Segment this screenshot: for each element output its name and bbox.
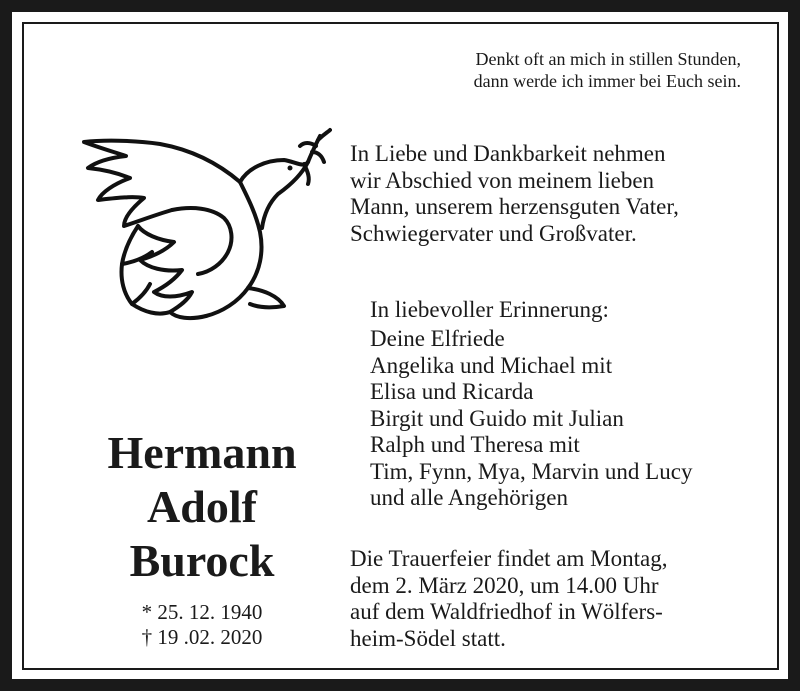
intro-line: wir Abschied von meinem lieben [350, 167, 655, 193]
birth-date: * 25. 12. 1940 [141, 600, 263, 624]
quote-line: Denkt oft an mich in stillen Stunden, [475, 49, 741, 69]
mourner-line: Ralph und Theresa mit [370, 432, 580, 457]
service-line: auf dem Waldfriedhof in Wölfers- [350, 599, 663, 624]
funeral-service-info [350, 546, 667, 652]
last-name: Burock [129, 535, 275, 586]
mourner-line: Tim, Fynn, Mya, Marvin und Lucy [370, 458, 693, 484]
deceased-name [82, 426, 322, 588]
intro-line: Mann, unserem herzensguten Vater, [350, 194, 679, 219]
dove-with-olive-branch-icon [72, 122, 332, 332]
mourner-line: und alle Angehörigen [370, 485, 569, 510]
memorial-quote [341, 48, 741, 92]
service-line: Die Trauerfeier findet am Montag, [350, 546, 668, 571]
intro-line: Schwiegervater und Großvater. [350, 220, 637, 246]
memory-heading: In liebevoller Erinnerung: [370, 297, 609, 322]
first-name: Hermann [107, 427, 297, 478]
middle-name: Adolf [147, 481, 257, 532]
service-line: dem 2. März 2020, um 14.00 Uhr [350, 572, 659, 598]
mourner-line: Deine Elfriede [370, 326, 505, 351]
intro-text [350, 141, 750, 247]
life-dates [112, 600, 292, 650]
mourner-line: Birgit und Guido mit Julian [370, 405, 624, 431]
mourner-line: Elisa und Ricarda [370, 379, 534, 404]
obituary-page [12, 12, 788, 679]
mourner-line: Angelika und Michael mit [370, 352, 613, 378]
service-line: heim-Södel statt. [350, 625, 506, 651]
intro-line: In Liebe und Dankbarkeit nehmen [350, 141, 666, 166]
quote-line: dann werde ich immer bei Euch sein. [473, 71, 741, 91]
death-date: † 19 .02. 2020 [141, 625, 263, 649]
mourners-list [370, 326, 692, 512]
